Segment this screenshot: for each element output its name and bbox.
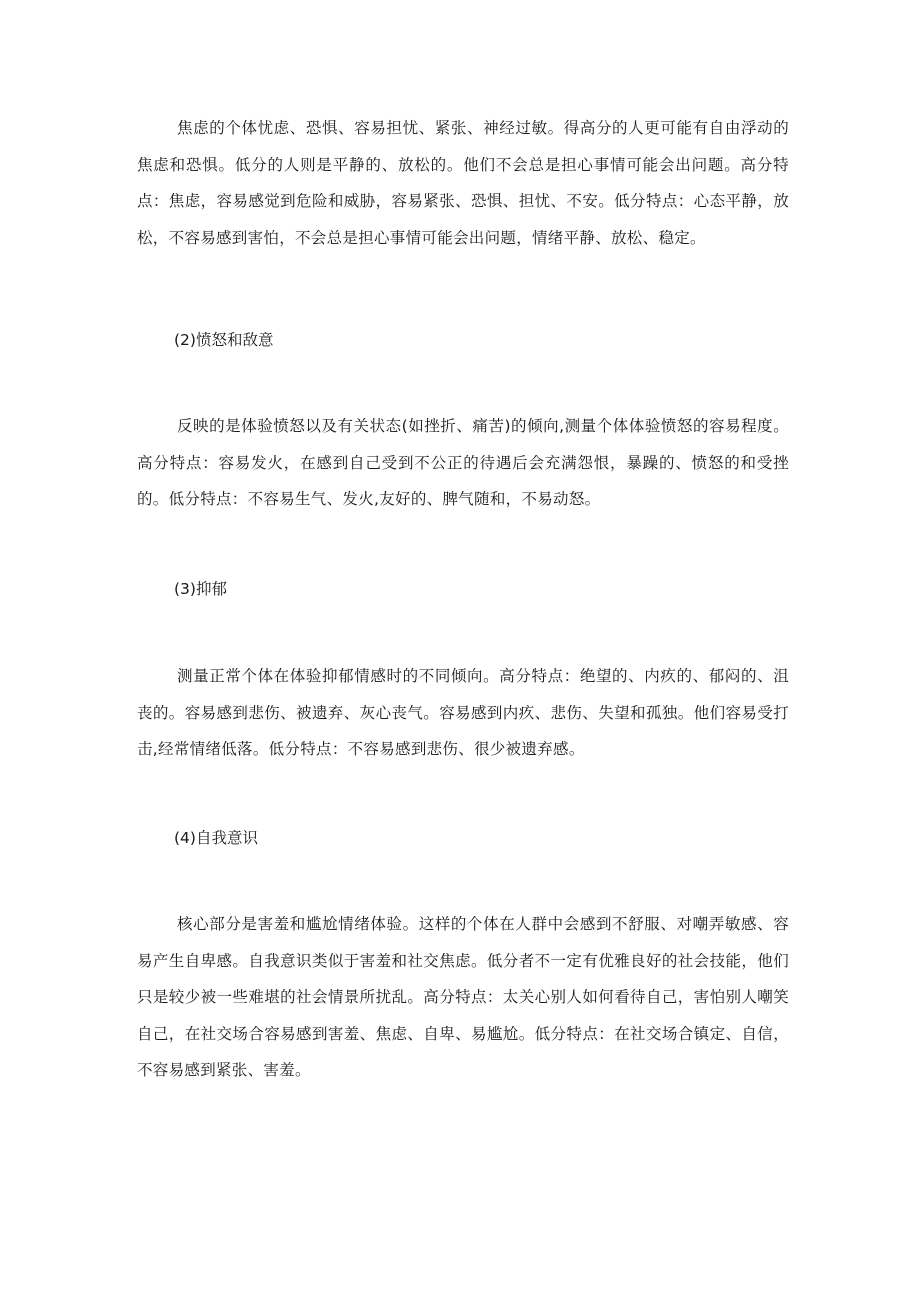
heading-depression: (3)抑郁 (174, 580, 227, 598)
paragraph-depression: 测量正常个体在体验抑郁情感时的不同倾向。高分特点：绝望的、内疚的、郁闷的、沮丧的。容易感到悲伤、被遗弃、灰心丧气。容易感到内疚、悲伤、失望和孤独。他们容易受打击,经常情绪低落。低分特点：不容易感到悲伤、很少被遗弃感。 (137, 667, 789, 758)
heading-anger-hostility: (2)愤怒和敌意 (174, 331, 274, 349)
paragraph-self-consciousness: 核心部分是害羞和尴尬情绪体验。这样的个体在人群中会感到不舒服、对嘲弄敏感、容易产生自卑感。自我意识类似于害羞和社交焦虑。低分者不一定有优雅良好的社会技能，他们只是较少被一些难堪的社会情景所扰乱。高分特点：太关心别人如何看待自己，害怕别人嘲笑自己，在社交场合容易感到害羞、焦虑、自卑、易尴尬。低分特点：在社交场合镇定、自信，不容易感到紧张、害羞。 (137, 915, 789, 1079)
heading-self-consciousness: (4)自我意识 (174, 829, 258, 847)
paragraph-anger-hostility: 反映的是体验愤怒以及有关状态(如挫折、痛苦)的倾向,测量个体体验愤怒的容易程度。高分特点：容易发火，在感到自己受到不公正的待遇后会充满怨恨，暴躁的、愤怒的和受挫的。低分特点：不容易生气、发火,友好的、脾气随和，不易动怒。 (137, 417, 789, 508)
paragraph-anxiety: 焦虑的个体忧虑、恐惧、容易担忧、紧张、神经过敏。得高分的人更可能有自由浮动的焦虑和恐惧。低分的人则是平静的、放松的。他们不会总是担心事情可能会出问题。高分特点：焦虑，容易感觉到危险和威胁，容易紧张、恐惧、担忧、不安。低分特点：心态平静，放松，不容易感到害怕，不会总是担心事情可能会出问题，情绪平静、放松、稳定。 (137, 119, 789, 247)
